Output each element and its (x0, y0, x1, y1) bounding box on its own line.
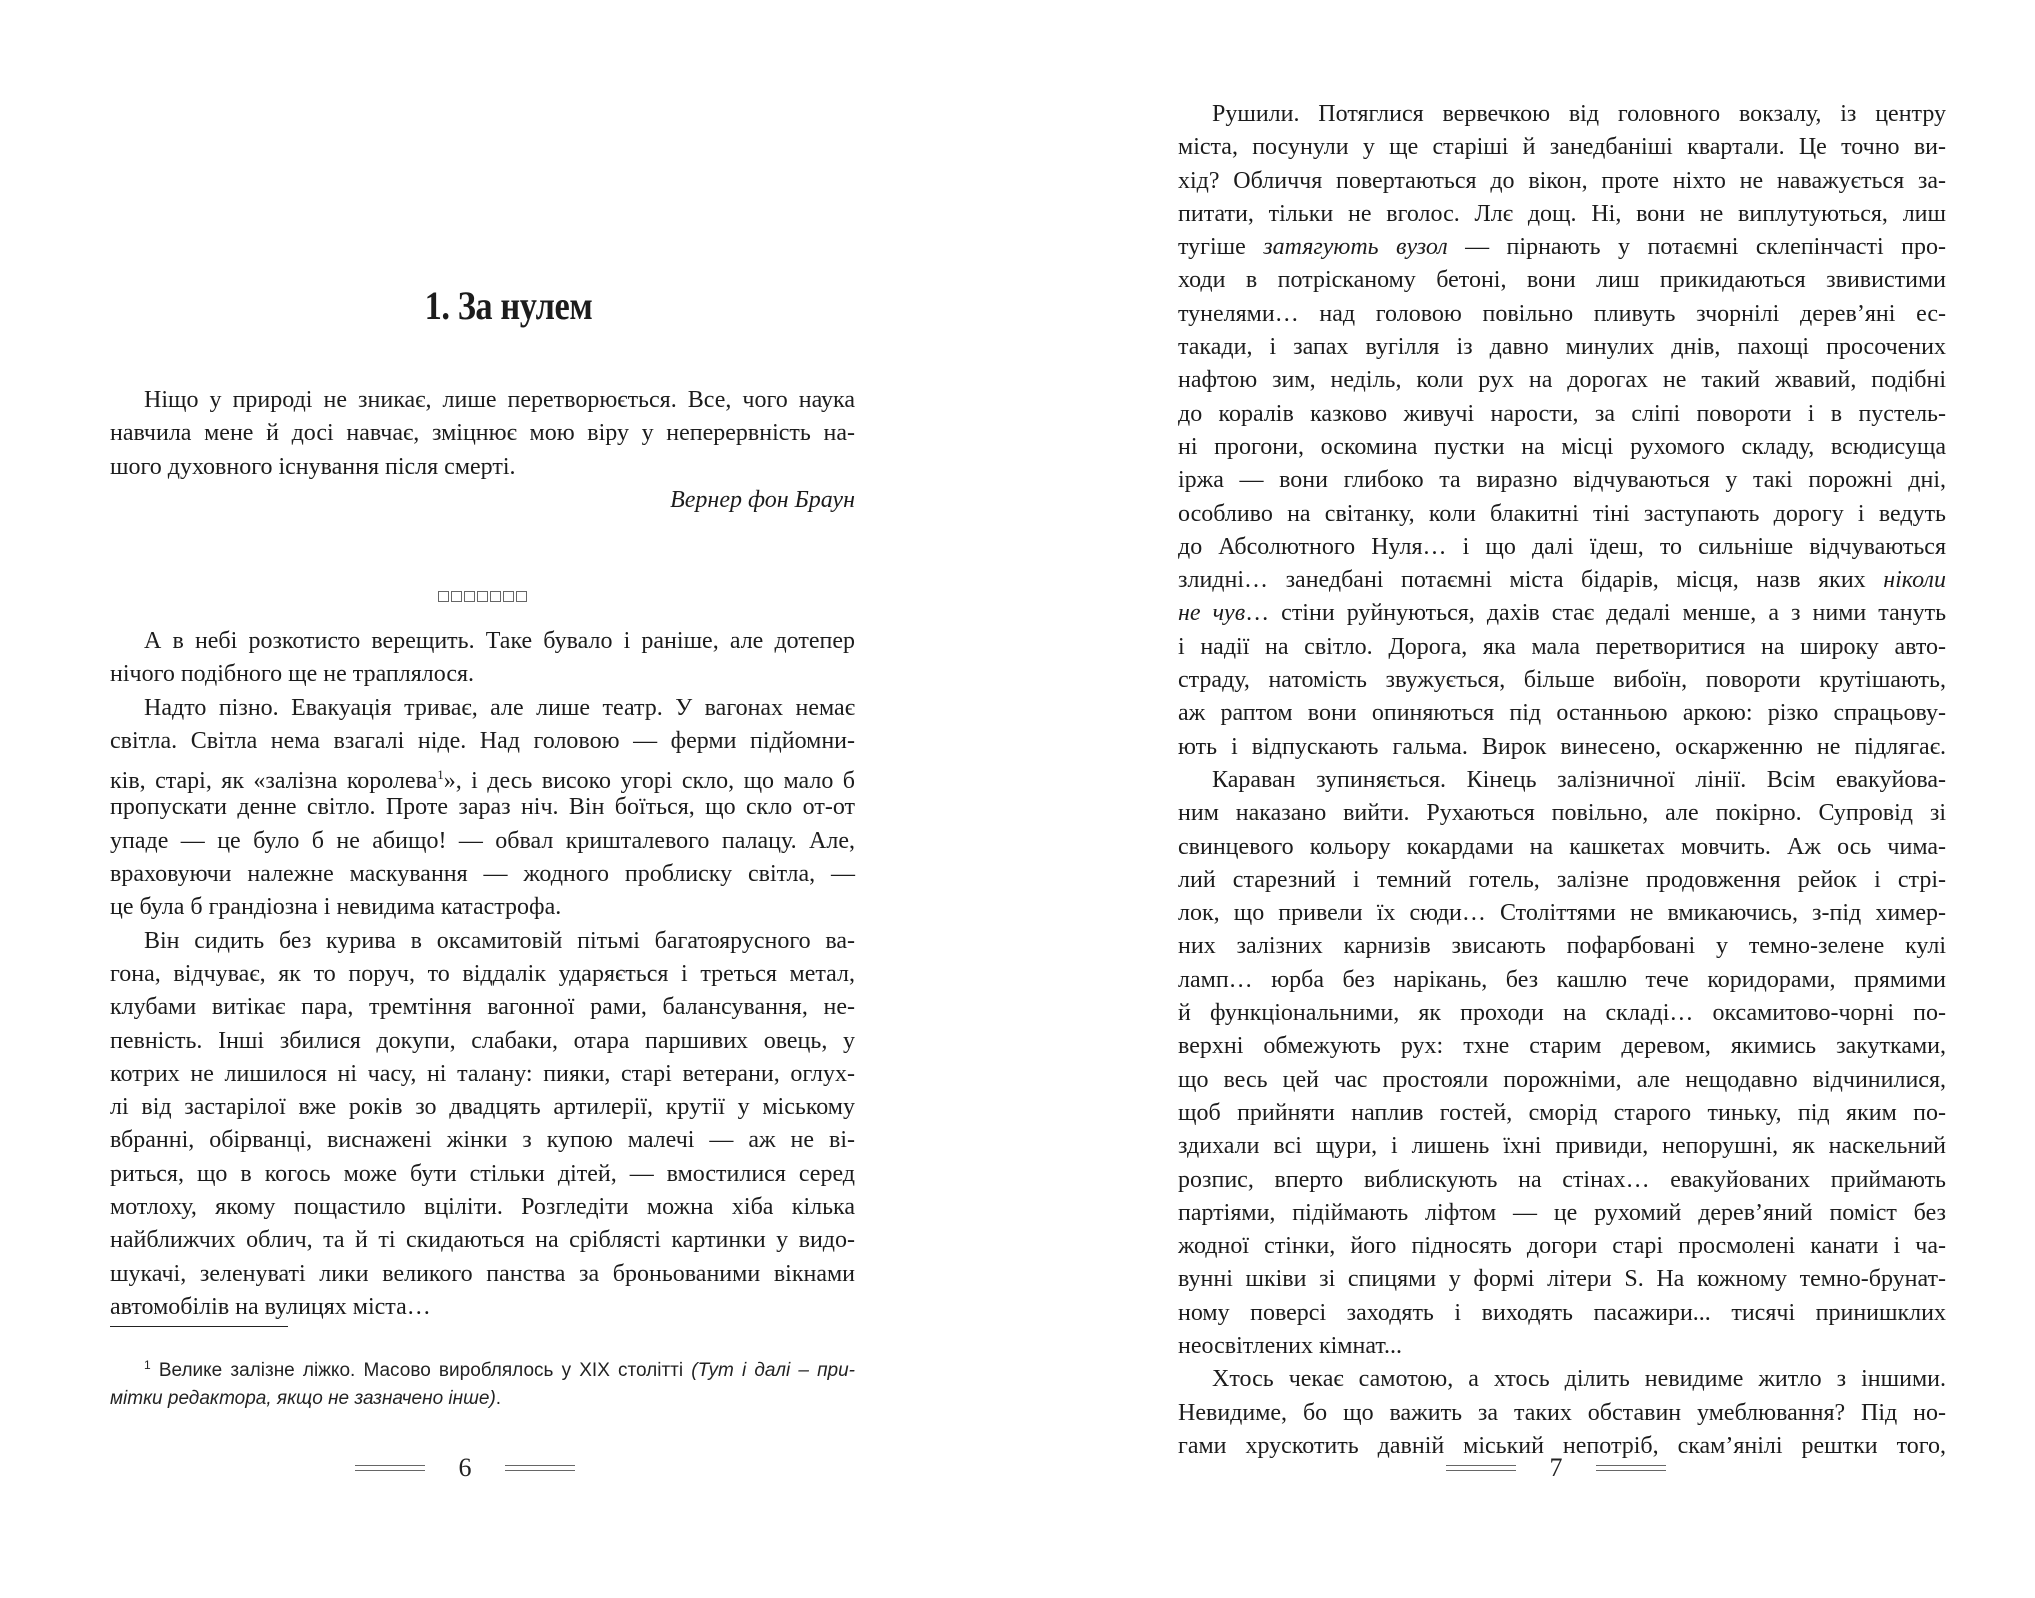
text-line: Він сидить без курива в оксамитовій пітьмі багатоярусного ва- (144, 927, 855, 954)
epigraph-line: Ніщо у природі не зникає, лише перетворюється. Все, чого наука (144, 387, 855, 413)
text-line: що весь цей час простояли порожніми, але нещодавно відчинилися, (1178, 1066, 1946, 1093)
page-number: 7 (1549, 1453, 1563, 1482)
text-line: партіями, підіймають ліфтом — це рухомий дерев’яний поміст без (1178, 1199, 1946, 1226)
text-line: здихали всі щури, і лишень їхні привиди, непорушні, як наскельний (1178, 1133, 1946, 1160)
right-page (1017, 0, 2035, 1598)
text-line: нічого подібного ще не траплялося. (110, 661, 475, 688)
text-line (110, 758, 855, 795)
footnote-line (110, 1348, 855, 1382)
text-line: особливо на світанку, коли блакитні тіні заступають дорогу і ведуть (1178, 500, 1946, 527)
text-line: враховуючи належне маскування — жодного проблиску світла, — (110, 861, 855, 888)
text-line: Невидиме, бо що важить за таких обставин умеблювання? Під но- (1178, 1399, 1946, 1426)
text-line: світла. Світла нема взагалі ніде. Над головою — ферми підйомни- (110, 727, 855, 754)
epigraph-author: Вернер фон Браун (670, 486, 855, 513)
text-line: такади, і запах вугілля із давно минулих днів, пахощі просочених (1178, 334, 1946, 361)
text-line (1178, 564, 1946, 597)
text-line: ходи в потрісканому бетоні, вони лиш прикидаються звивистими (1178, 267, 1946, 294)
text-line: гами хрускотить давній міський непотріб, скам’янілі рештки того, (1178, 1432, 1946, 1459)
text-line: лок, що привели їх сюди… Століттями не вмикаючись, з-під химер- (1178, 900, 1946, 927)
text-line: жодної стінки, його підносять догори старі просмолені канати і ча- (1178, 1233, 1946, 1260)
footnote-text: . (495, 1388, 502, 1409)
text-line: автомобілів на вулицях міста… (110, 1293, 431, 1320)
text-line: ним наказано вийти. Рухаються повільно, але покірно. Супровід зі (1178, 800, 1946, 827)
footnote-text-italic: (Тут і далі – при- (691, 1360, 855, 1381)
footnote-divider (110, 1326, 288, 1327)
ornament-box-icon (451, 591, 462, 602)
text-line: хід? Обличчя повертаються до вікон, проте ніхто не наважується за- (1178, 167, 1946, 194)
text-line: лий старезний і темний готель, залізне продовження рейок і стрі- (1178, 866, 1946, 893)
text-line: міста, посунули у ще старіші й занедбаніші квартали. Це точно ви- (1178, 134, 1946, 161)
epigraph (110, 384, 855, 517)
chapter-title: 1. За нулем (424, 283, 593, 328)
ornament-box-icon (490, 591, 501, 602)
double-rule-divider (505, 1465, 575, 1471)
text-line: Караван зупиняється. Кінець залізничної лінії. Всім евакуйова- (1212, 766, 1946, 793)
text-line: гона, відчуває, як то поруч, то віддалік ударяється і треться метал, (110, 960, 855, 987)
footnote-reference[interactable]: 1 (437, 767, 444, 783)
text-fragment: … стіни руйнуються, дахів стає дедалі менше, а з ними тануть (1245, 600, 1947, 627)
text-line: розпис, вперто виблискують на стінах… евакуйованих приймають (1178, 1166, 1946, 1193)
text-line: страду, натомість звужується, більше вибоїн, повороти крутішають, (1178, 667, 1946, 694)
section-ornament (110, 591, 855, 607)
ornament-box-icon (503, 591, 514, 602)
text-fragment-italic: не чув (1178, 600, 1246, 627)
ornament-box-icon (438, 591, 449, 602)
text-line: Рушили. Потяглися вервечкою від головного вокзалу, із центру (1212, 101, 1946, 127)
text-line: це була б грандіозна і невидима катастрофа. (110, 894, 562, 921)
text-line: Надто пізно. Евакуація триває, але лише театр. У вагонах немає (144, 694, 855, 721)
text-line: них залізних карнизів звисають пофарбовані у темно-зелене кулі (1178, 933, 1946, 960)
text-fragment-italic: затягують вузол (1263, 234, 1448, 261)
page-number: 6 (458, 1453, 472, 1482)
epigraph-line: шого духовного існування після смерті. (110, 453, 516, 480)
text-line: А в небі розкотисто верещить. Таке бувало і раніше, але дотепер (144, 628, 855, 654)
right-body-text (1178, 98, 1946, 1463)
text-line: тунелями… над головою повільно пливуть зчорнілі дерев’яні ес- (1178, 300, 1946, 327)
text-line: верхні обмежують рух: тхне старим деревом, якимись закутками, (1178, 1033, 1946, 1060)
text-line: упаде — це було б не абищо! — обвал кришталевого палацу. Але, (110, 827, 855, 854)
text-line: і надії на світло. Дорога, яка мала перетворитися на широку авто- (1178, 633, 1946, 660)
text-fragment: ків, старі, як «залізна королева (110, 768, 438, 795)
text-fragment: тугіше (1178, 234, 1264, 261)
footnote-text-italic: мітки редактора, якщо не зазначено інше) (110, 1388, 496, 1409)
page-number-footer (355, 1453, 575, 1483)
text-fragment: — пірнають у потаємні склепінчасті про- (1447, 234, 1946, 261)
text-line: найближчих облич, та й ті скидаються на сріблясті картинки у видо- (110, 1227, 855, 1254)
text-line: неосвітлених кімнат... (1178, 1332, 1403, 1359)
footnote-marker: 1 (144, 1358, 151, 1372)
text-line: ному поверсі заходять і виходять пасажири... тисячі принишклих (1178, 1299, 1946, 1326)
text-line (1178, 597, 1946, 630)
ornament-box-icon (477, 591, 488, 602)
text-line: котрих не лишилося ні часу, ні талану: пияки, старі ветерани, оглух- (110, 1060, 855, 1087)
double-rule-divider (355, 1465, 425, 1471)
text-fragment: », і десь високо угорі скло, що мало б (443, 768, 855, 795)
footnote-text: Велике залізне ліжко. Масово вироблялось у XIX столітті (150, 1360, 692, 1381)
text-line: Хтось чекає самотою, а хтось ділить невидиме житло з іншими. (1212, 1366, 1946, 1393)
double-rule-divider (1596, 1465, 1666, 1471)
text-line: ламп… юрба без нарікань, без кашлю тече коридорами, прямими (1178, 966, 1946, 993)
footnote (110, 1348, 855, 1416)
text-line: пропускати денне світло. Проте зараз ніч. Він боїться, що скло от-от (110, 794, 855, 821)
ornament-box-icon (464, 591, 475, 602)
text-line (1178, 231, 1946, 264)
text-line: мотлоху, якому пощастило вціліти. Розгледіти можна хіба кілька (110, 1194, 855, 1221)
text-line: клубами витікає пара, тремтіння вагонної рами, балансування, не- (110, 994, 855, 1021)
text-line: свинцевого кольору кокардами на кашкетах мовчить. Аж ось чима- (1178, 833, 1946, 860)
text-line: ні прогони, оскомина пустки на місці рухомого складу, всюдисуща (1178, 433, 1946, 460)
epigraph-line: навчила мене й досі навчає, зміцнює мою віру у неперервність на- (110, 420, 855, 447)
left-page (0, 0, 1017, 1598)
left-body-text (110, 625, 855, 1324)
text-line: до Абсолютного Нуля… і що далі їдеш, то сильніше відчуваються (1178, 533, 1946, 560)
text-line: аж раптом вони опиняються під останньою аркою: різко спрацьову- (1178, 700, 1946, 727)
text-line: іржа — вони глибоко та виразно відчуваються у такі порожні дні, (1178, 467, 1946, 494)
text-line: шукачі, зеленуваті лики великого панства за броньованими вікнами (110, 1260, 855, 1287)
text-line: ють і відпускають гальма. Вирок винесено, оскарженню не підлягає. (1178, 733, 1946, 760)
text-fragment: злидні… занедбані потаємні міста бідарів, місця, назв яких (1178, 567, 1884, 594)
footnote-line (110, 1382, 855, 1416)
text-fragment-italic: ніколи (1883, 567, 1946, 594)
text-line: до коралів казково живучі нарости, за сліпі повороти і в пустель- (1178, 400, 1946, 427)
double-rule-divider (1446, 1465, 1516, 1471)
page-number-footer (1446, 1453, 1666, 1483)
text-line: й функціональними, як проходи на складі… оксамитово-чорні по- (1178, 1000, 1946, 1027)
text-line: вунні шківи зі спицями у формі літери S. На кожному темно-брунат- (1178, 1266, 1946, 1293)
text-line: певність. Інші збилися докупи, слабаки, отара паршивих овець, у (110, 1027, 855, 1054)
text-line: вбранні, обірванці, виснажені жінки з купою малечі — аж не ві- (110, 1127, 855, 1154)
text-line: щоб прийняти наплив гостей, сморід старого тиньку, під яким по- (1178, 1099, 1946, 1126)
text-line: риться, що в когось може бути стільки дітей, — вмостилися серед (110, 1160, 855, 1187)
text-line: нафтою зим, неділь, коли рух на дорогах не такий жвавий, подібні (1178, 367, 1946, 394)
text-line: лі від застарілої вже років зо двадцять артилерії, крутії у міському (110, 1094, 855, 1121)
ornament-box-icon (516, 591, 527, 602)
text-line: питати, тільки не вголос. Ллє дощ. Ні, вони не виплутуються, лиш (1178, 200, 1946, 227)
